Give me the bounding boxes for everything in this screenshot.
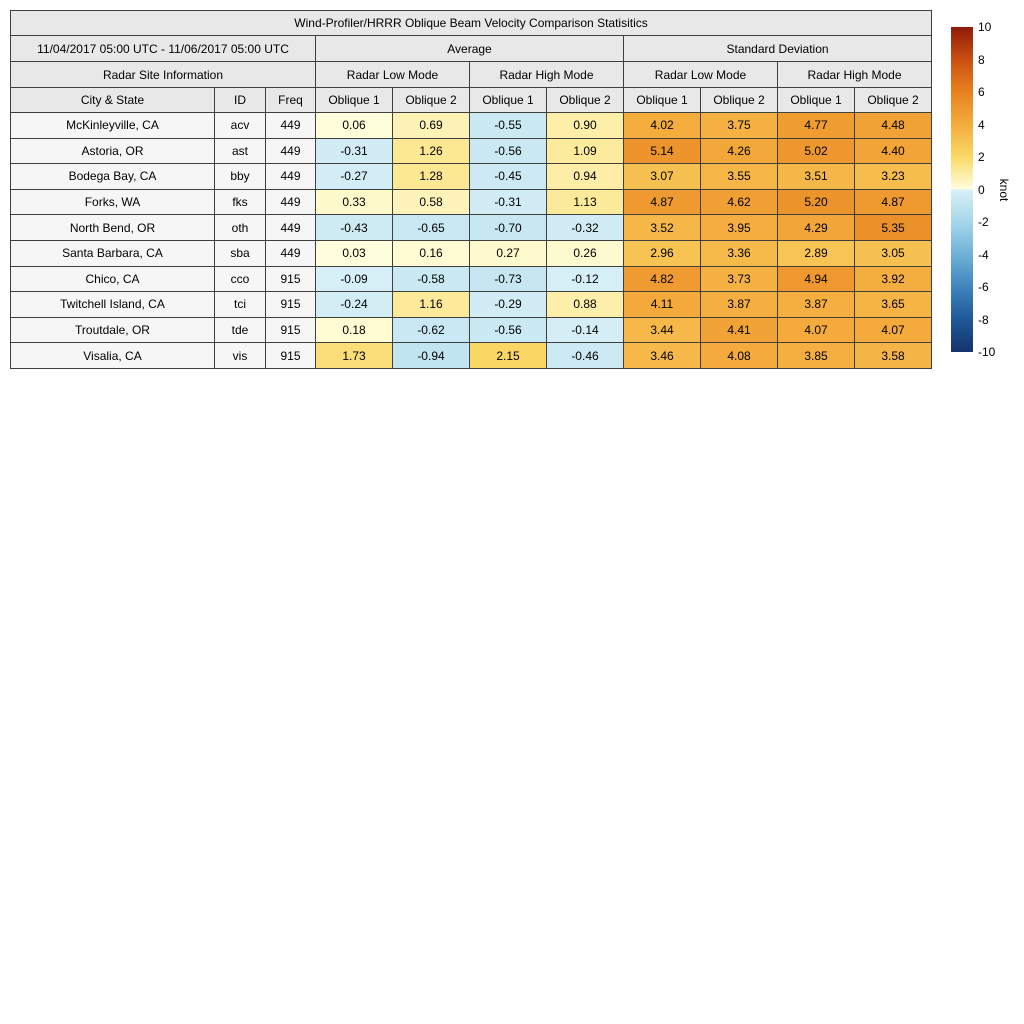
cell-frequency: 449 bbox=[266, 138, 316, 164]
cell-velocity-value: 4.02 bbox=[624, 113, 701, 139]
colorbar-tick-label: 4 bbox=[978, 117, 985, 132]
cell-frequency: 449 bbox=[266, 189, 316, 215]
cell-frequency: 449 bbox=[266, 215, 316, 241]
cell-velocity-value: 0.18 bbox=[316, 317, 393, 343]
table-row bbox=[11, 292, 932, 318]
cell-velocity-value: 5.02 bbox=[778, 138, 855, 164]
colorbar-unit-label: knot bbox=[997, 178, 1011, 201]
cell-site-id: cco bbox=[215, 266, 266, 292]
cell-velocity-value: 3.46 bbox=[624, 343, 701, 369]
col-oblique-1: Oblique 1 bbox=[624, 88, 701, 113]
colorbar-tick-label: -10 bbox=[978, 345, 996, 359]
cell-site-id: tci bbox=[215, 292, 266, 318]
cell-velocity-value: 3.85 bbox=[778, 343, 855, 369]
table-row bbox=[11, 343, 932, 369]
cell-velocity-value: 3.51 bbox=[778, 164, 855, 190]
cell-city-state: Twitchell Island, CA bbox=[11, 292, 215, 318]
cell-city-state: Bodega Bay, CA bbox=[11, 164, 215, 190]
table-row bbox=[11, 189, 932, 215]
colorbar-tick-label: 8 bbox=[978, 52, 985, 67]
cell-velocity-value: -0.65 bbox=[393, 215, 470, 241]
cell-velocity-value: -0.45 bbox=[470, 164, 547, 190]
cell-velocity-value: 0.69 bbox=[393, 113, 470, 139]
col-oblique-2: Oblique 2 bbox=[547, 88, 624, 113]
cell-velocity-value: 3.92 bbox=[855, 266, 932, 292]
cell-velocity-value: 2.89 bbox=[778, 240, 855, 266]
col-oblique-2: Oblique 2 bbox=[701, 88, 778, 113]
cell-velocity-value: 5.20 bbox=[778, 189, 855, 215]
group-average: Average bbox=[316, 36, 624, 62]
cell-velocity-value: 3.75 bbox=[701, 113, 778, 139]
cell-velocity-value: 3.73 bbox=[701, 266, 778, 292]
cell-frequency: 915 bbox=[266, 266, 316, 292]
cell-velocity-value: 1.16 bbox=[393, 292, 470, 318]
date-range: 11/04/2017 05:00 UTC - 11/06/2017 05:00 UTC bbox=[11, 36, 316, 62]
cell-velocity-value: 2.96 bbox=[624, 240, 701, 266]
cell-velocity-value: 3.44 bbox=[624, 317, 701, 343]
col-oblique-1: Oblique 1 bbox=[778, 88, 855, 113]
colorbar-tick-label: -2 bbox=[978, 215, 989, 229]
cell-velocity-value: 4.29 bbox=[778, 215, 855, 241]
cell-velocity-value: 3.05 bbox=[855, 240, 932, 266]
cell-site-id: vis bbox=[215, 343, 266, 369]
cell-velocity-value: 1.26 bbox=[393, 138, 470, 164]
radar-site-information: Radar Site Information bbox=[11, 62, 316, 88]
cell-frequency: 449 bbox=[266, 113, 316, 139]
cell-velocity-value: 5.14 bbox=[624, 138, 701, 164]
cell-velocity-value: -0.62 bbox=[393, 317, 470, 343]
cell-velocity-value: 1.09 bbox=[547, 138, 624, 164]
cell-site-id: ast bbox=[215, 138, 266, 164]
cell-velocity-value: -0.56 bbox=[470, 138, 547, 164]
cell-velocity-value: 3.52 bbox=[624, 215, 701, 241]
cell-velocity-value: -0.94 bbox=[393, 343, 470, 369]
cell-velocity-value: -0.55 bbox=[470, 113, 547, 139]
cell-velocity-value: -0.43 bbox=[316, 215, 393, 241]
cell-velocity-value: -0.09 bbox=[316, 266, 393, 292]
cell-velocity-value: 4.41 bbox=[701, 317, 778, 343]
cell-velocity-value: 4.77 bbox=[778, 113, 855, 139]
cell-velocity-value: 3.95 bbox=[701, 215, 778, 241]
cell-velocity-value: 0.58 bbox=[393, 189, 470, 215]
cell-velocity-value: -0.73 bbox=[470, 266, 547, 292]
cell-velocity-value: 4.87 bbox=[855, 189, 932, 215]
cell-velocity-value: 2.15 bbox=[470, 343, 547, 369]
cell-velocity-value: 4.07 bbox=[778, 317, 855, 343]
cell-city-state: North Bend, OR bbox=[11, 215, 215, 241]
statistics-table bbox=[10, 10, 932, 369]
colorbar-tick-label: -8 bbox=[978, 312, 989, 327]
cell-velocity-value: -0.56 bbox=[470, 317, 547, 343]
std-radar-low-mode: Radar Low Mode bbox=[624, 62, 778, 88]
col-oblique-2: Oblique 2 bbox=[855, 88, 932, 113]
table-title-row bbox=[11, 11, 932, 36]
avg-radar-low-mode: Radar Low Mode bbox=[316, 62, 470, 88]
col-oblique-1: Oblique 1 bbox=[316, 88, 393, 113]
cell-velocity-value: 3.23 bbox=[855, 164, 932, 190]
cell-velocity-value: -0.29 bbox=[470, 292, 547, 318]
colorbar-tick-label: 0 bbox=[978, 182, 985, 197]
cell-velocity-value: 3.55 bbox=[701, 164, 778, 190]
cell-velocity-value: -0.46 bbox=[547, 343, 624, 369]
cell-velocity-value: -0.12 bbox=[547, 266, 624, 292]
table-row bbox=[11, 266, 932, 292]
cell-frequency: 449 bbox=[266, 240, 316, 266]
cell-velocity-value: 0.06 bbox=[316, 113, 393, 139]
cell-velocity-value: -0.31 bbox=[316, 138, 393, 164]
cell-velocity-value: -0.31 bbox=[470, 189, 547, 215]
cell-velocity-value: 4.26 bbox=[701, 138, 778, 164]
cell-velocity-value: 0.16 bbox=[393, 240, 470, 266]
cell-velocity-value: 3.07 bbox=[624, 164, 701, 190]
cell-site-id: tde bbox=[215, 317, 266, 343]
cell-frequency: 449 bbox=[266, 164, 316, 190]
table-row bbox=[11, 215, 932, 241]
cell-city-state: Visalia, CA bbox=[11, 343, 215, 369]
group-standard-deviation: Standard Deviation bbox=[624, 36, 932, 62]
table-row bbox=[11, 317, 932, 343]
cell-velocity-value: 1.13 bbox=[547, 189, 624, 215]
cell-city-state: Astoria, OR bbox=[11, 138, 215, 164]
col-oblique-1: Oblique 1 bbox=[470, 88, 547, 113]
cell-velocity-value: 4.94 bbox=[778, 266, 855, 292]
cell-city-state: Santa Barbara, CA bbox=[11, 240, 215, 266]
cell-velocity-value: 4.07 bbox=[855, 317, 932, 343]
col-freq: Freq bbox=[266, 88, 316, 113]
mode-header-row bbox=[11, 62, 932, 88]
table-row bbox=[11, 113, 932, 139]
colorbar-tick-label: 2 bbox=[978, 150, 985, 164]
std-radar-high-mode: Radar High Mode bbox=[778, 62, 932, 88]
cell-velocity-value: 5.35 bbox=[855, 215, 932, 241]
colorbar-tick-label: 6 bbox=[978, 85, 985, 99]
cell-velocity-value: 3.87 bbox=[778, 292, 855, 318]
table-row bbox=[11, 240, 932, 266]
cell-velocity-value: 0.27 bbox=[470, 240, 547, 266]
cell-velocity-value: 4.11 bbox=[624, 292, 701, 318]
cell-velocity-value: -0.27 bbox=[316, 164, 393, 190]
cell-velocity-value: 3.65 bbox=[855, 292, 932, 318]
cell-frequency: 915 bbox=[266, 317, 316, 343]
cell-velocity-value: 1.73 bbox=[316, 343, 393, 369]
cell-site-id: oth bbox=[215, 215, 266, 241]
cell-velocity-value: -0.70 bbox=[470, 215, 547, 241]
cell-velocity-value: 3.87 bbox=[701, 292, 778, 318]
cell-city-state: Troutdale, OR bbox=[11, 317, 215, 343]
colorbar-tick-label: -4 bbox=[978, 247, 989, 262]
cell-city-state: Forks, WA bbox=[11, 189, 215, 215]
colorbar bbox=[951, 27, 973, 352]
col-city-state: City & State bbox=[11, 88, 215, 113]
cell-velocity-value: -0.32 bbox=[547, 215, 624, 241]
cell-city-state: McKinleyville, CA bbox=[11, 113, 215, 139]
cell-velocity-value: 0.26 bbox=[547, 240, 624, 266]
cell-velocity-value: 3.36 bbox=[701, 240, 778, 266]
cell-velocity-value: 3.58 bbox=[855, 343, 932, 369]
cell-frequency: 915 bbox=[266, 343, 316, 369]
cell-site-id: acv bbox=[215, 113, 266, 139]
avg-radar-high-mode: Radar High Mode bbox=[470, 62, 624, 88]
cell-velocity-value: 0.03 bbox=[316, 240, 393, 266]
cell-velocity-value: -0.58 bbox=[393, 266, 470, 292]
colorbar-tick-label: 10 bbox=[978, 20, 992, 34]
cell-velocity-value: 4.40 bbox=[855, 138, 932, 164]
cell-velocity-value: 4.48 bbox=[855, 113, 932, 139]
cell-velocity-value: 4.87 bbox=[624, 189, 701, 215]
col-oblique-2: Oblique 2 bbox=[393, 88, 470, 113]
cell-velocity-value: 4.08 bbox=[701, 343, 778, 369]
cell-velocity-value: 0.94 bbox=[547, 164, 624, 190]
cell-velocity-value: 0.88 bbox=[547, 292, 624, 318]
cell-site-id: fks bbox=[215, 189, 266, 215]
cell-velocity-value: 1.28 bbox=[393, 164, 470, 190]
cell-velocity-value: 0.33 bbox=[316, 189, 393, 215]
group-header-row bbox=[11, 36, 932, 62]
column-header-row bbox=[11, 88, 932, 113]
table-row bbox=[11, 138, 932, 164]
cell-velocity-value: 4.62 bbox=[701, 189, 778, 215]
cell-velocity-value: -0.24 bbox=[316, 292, 393, 318]
cell-velocity-value: -0.14 bbox=[547, 317, 624, 343]
cell-velocity-value: 4.82 bbox=[624, 266, 701, 292]
table-row bbox=[11, 164, 932, 190]
col-id: ID bbox=[215, 88, 266, 113]
cell-frequency: 915 bbox=[266, 292, 316, 318]
colorbar-tick-label: -6 bbox=[978, 280, 989, 294]
cell-site-id: bby bbox=[215, 164, 266, 190]
cell-velocity-value: 0.90 bbox=[547, 113, 624, 139]
cell-site-id: sba bbox=[215, 240, 266, 266]
cell-city-state: Chico, CA bbox=[11, 266, 215, 292]
table-title: Wind-Profiler/HRRR Oblique Beam Velocity Comparison Statisitics bbox=[11, 11, 932, 36]
